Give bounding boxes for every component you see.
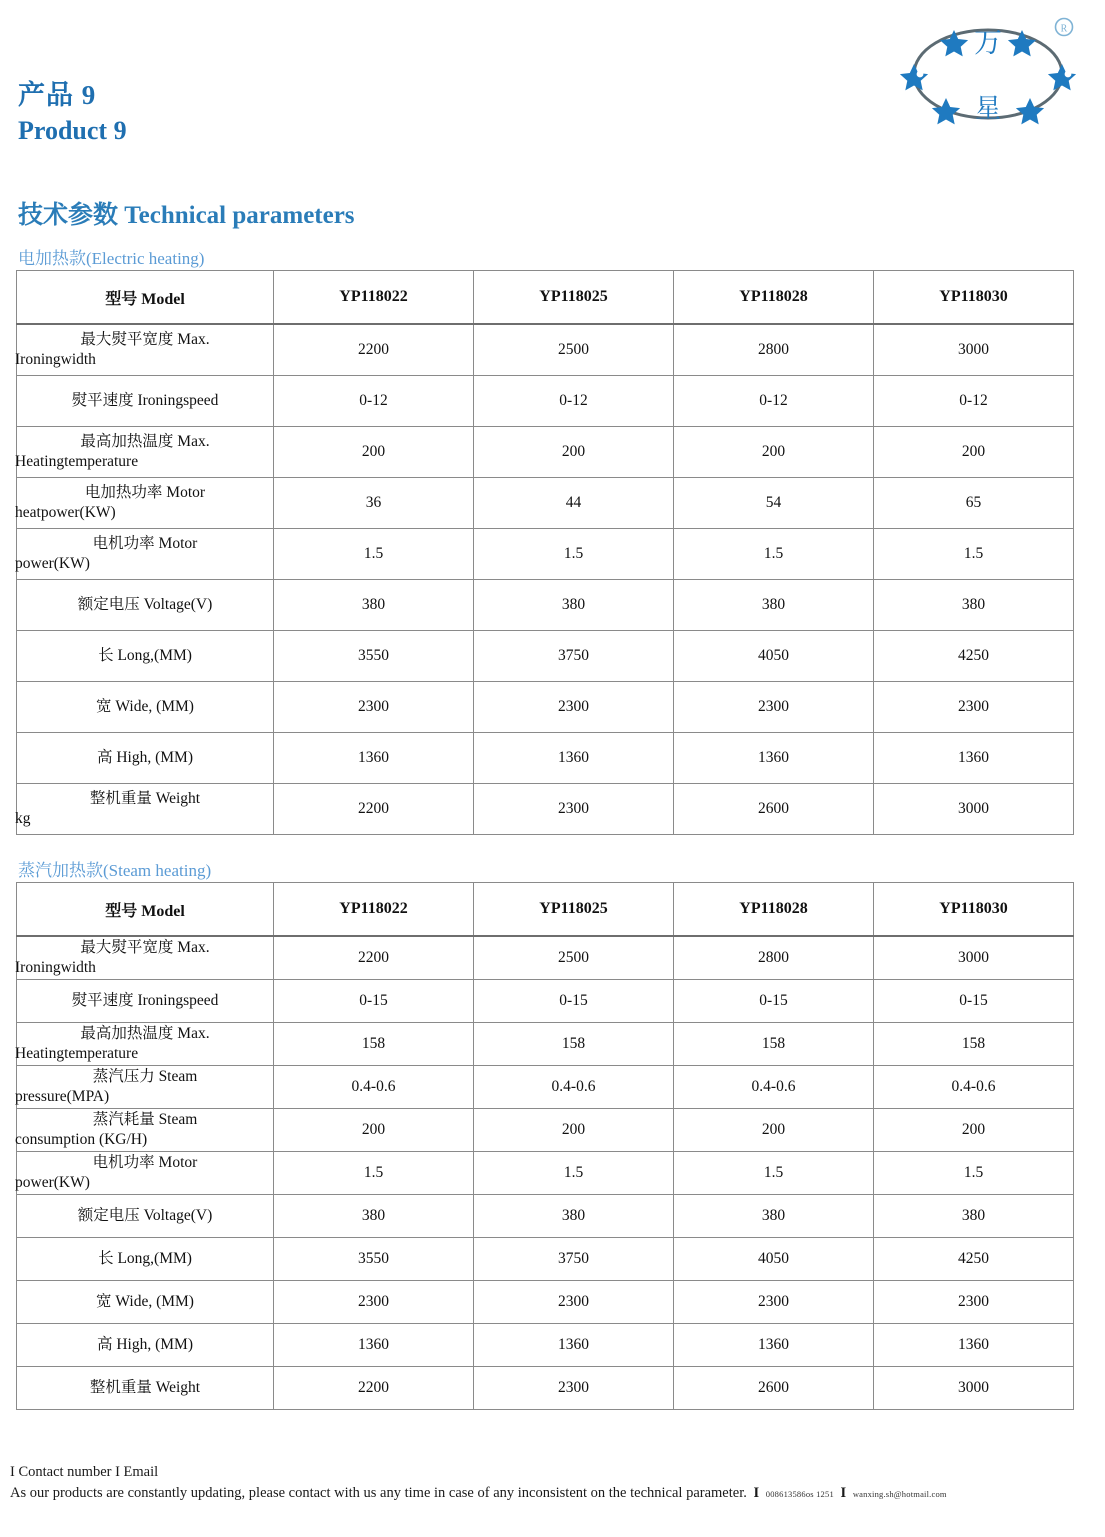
- cell-value: 0-15: [674, 980, 874, 1023]
- table-row: [17, 529, 1074, 580]
- row-label-line1: 最大熨平宽度 Max.: [80, 331, 210, 348]
- cell-value: 2300: [274, 1281, 474, 1324]
- cell-value: 54: [674, 478, 874, 529]
- row-label-line2: Ironingwidth: [15, 959, 96, 976]
- cell-value: 3000: [874, 936, 1074, 980]
- column-header-yp118022: YP118022: [274, 271, 474, 325]
- cell-value: 3750: [474, 1238, 674, 1281]
- cell-value: 158: [674, 1023, 874, 1066]
- table-row: [17, 376, 1074, 427]
- row-label-line1: 电机功率 Motor: [92, 535, 198, 552]
- electric-heating-section: [0, 248, 1105, 835]
- cell-value: 158: [874, 1023, 1074, 1066]
- cell-value: 1.5: [274, 1152, 474, 1195]
- table-header-row: [17, 883, 1074, 937]
- footer-separator-1: I: [753, 1485, 760, 1501]
- row-label: [17, 1238, 274, 1281]
- row-label-line2: consumption (KG/H): [15, 1131, 148, 1148]
- cell-value: 1.5: [474, 1152, 674, 1195]
- row-label: [17, 1324, 274, 1367]
- cell-value: 158: [274, 1023, 474, 1066]
- row-label: [17, 1152, 274, 1195]
- steam-heating-table: [16, 882, 1074, 1410]
- footer-email: wanxing.sh@hotmail.com: [852, 1489, 947, 1499]
- row-label-line1: 长 Long,(MM): [98, 1250, 192, 1267]
- row-label-line2: power(KW): [15, 555, 90, 572]
- row-label-line1: 额定电压 Voltage(V): [77, 596, 213, 613]
- cell-value: 380: [874, 580, 1074, 631]
- row-label-line2: Ironingwidth: [15, 351, 96, 368]
- column-header-yp118022: YP118022: [274, 883, 474, 937]
- table-row: [17, 1152, 1074, 1195]
- cell-value: 0-12: [874, 376, 1074, 427]
- cell-value: 2600: [674, 1367, 874, 1410]
- cell-value: 44: [474, 478, 674, 529]
- cell-value: 2300: [874, 1281, 1074, 1324]
- column-header-yp118030: YP118030: [874, 883, 1074, 937]
- cell-value: 3550: [274, 1238, 474, 1281]
- table-row: [17, 784, 1074, 835]
- cell-value: 158: [474, 1023, 674, 1066]
- cell-value: 4250: [874, 1238, 1074, 1281]
- cell-value: 65: [874, 478, 1074, 529]
- cell-value: 2300: [674, 682, 874, 733]
- cell-value: 1360: [474, 733, 674, 784]
- row-label: [17, 324, 274, 376]
- cell-value: 2500: [474, 936, 674, 980]
- cell-value: 200: [874, 427, 1074, 478]
- row-label-line2: power(KW): [15, 1174, 90, 1191]
- cell-value: 380: [474, 580, 674, 631]
- cell-value: 0-15: [274, 980, 474, 1023]
- cell-value: 2300: [474, 1281, 674, 1324]
- product-title-cn: 产品 9: [18, 80, 97, 110]
- page-footer: [10, 1462, 1090, 1505]
- table-row: [17, 427, 1074, 478]
- table-header-row: [17, 271, 1074, 325]
- cell-value: 0-12: [474, 376, 674, 427]
- electric-heating-table: [16, 270, 1074, 835]
- table-row: [17, 631, 1074, 682]
- cell-value: 1.5: [674, 1152, 874, 1195]
- page-title: [18, 78, 127, 147]
- row-label-line2: heatpower(KW): [15, 504, 116, 521]
- cell-value: 2200: [274, 1367, 474, 1410]
- cell-value: 200: [674, 427, 874, 478]
- cell-value: 200: [474, 1109, 674, 1152]
- cell-value: 0.4-0.6: [874, 1066, 1074, 1109]
- footer-contact-labels: I Contact number I Email: [10, 1464, 159, 1480]
- row-label: [17, 376, 274, 427]
- cell-value: 200: [274, 1109, 474, 1152]
- table-row: [17, 980, 1074, 1023]
- row-label: [17, 1109, 274, 1152]
- cell-value: 200: [874, 1109, 1074, 1152]
- cell-value: 2300: [674, 1281, 874, 1324]
- footer-notice-text: As our products are constantly updating, please contact with us any time in case of any inconsistent on the technical parameter.: [10, 1485, 747, 1501]
- section-heading-technical-parameters: 技术参数 Technical parameters: [18, 202, 355, 229]
- cell-value: 36: [274, 478, 474, 529]
- footer-contact-number: 008613586os 1251: [765, 1489, 834, 1499]
- row-label: [17, 1066, 274, 1109]
- cell-value: 1360: [674, 1324, 874, 1367]
- table-row: [17, 733, 1074, 784]
- table-row: [17, 936, 1074, 980]
- row-label: [17, 1367, 274, 1410]
- cell-value: 3000: [874, 784, 1074, 835]
- cell-value: 3000: [874, 1367, 1074, 1410]
- column-header-yp118028: YP118028: [674, 883, 874, 937]
- cell-value: 2300: [874, 682, 1074, 733]
- row-label-line2: kg: [15, 810, 31, 827]
- logo-char-bottom: 星: [974, 94, 1002, 123]
- cell-value: 1.5: [874, 1152, 1074, 1195]
- row-label: [17, 580, 274, 631]
- row-label: [17, 682, 274, 733]
- table-row: [17, 1281, 1074, 1324]
- table-row: [17, 1023, 1074, 1066]
- cell-value: 2300: [474, 682, 674, 733]
- cell-value: 1360: [674, 733, 874, 784]
- cell-value: 0-12: [674, 376, 874, 427]
- row-label-line1: 高 High, (MM): [96, 1336, 193, 1353]
- cell-value: 4050: [674, 631, 874, 682]
- table-row: [17, 1238, 1074, 1281]
- cell-value: 380: [874, 1195, 1074, 1238]
- row-label-line1: 宽 Wide, (MM): [96, 1293, 194, 1310]
- cell-value: 0-15: [474, 980, 674, 1023]
- cell-value: 3750: [474, 631, 674, 682]
- cell-value: 1.5: [474, 529, 674, 580]
- cell-value: 1.5: [274, 529, 474, 580]
- cell-value: 4050: [674, 1238, 874, 1281]
- cell-value: 1360: [874, 1324, 1074, 1367]
- cell-value: 380: [274, 580, 474, 631]
- company-logo: [898, 12, 1083, 137]
- table-row: [17, 1109, 1074, 1152]
- cell-value: 4250: [874, 631, 1074, 682]
- column-header-model: 型号 Model: [17, 271, 274, 325]
- row-label: [17, 936, 274, 980]
- row-label-line1: 电机功率 Motor: [92, 1154, 198, 1171]
- cell-value: 2300: [474, 1367, 674, 1410]
- cell-value: 0.4-0.6: [474, 1066, 674, 1109]
- table-row: [17, 682, 1074, 733]
- cell-value: 2800: [674, 936, 874, 980]
- footer-separator-2: I: [840, 1485, 847, 1501]
- table-row: [17, 324, 1074, 376]
- cell-value: 2200: [274, 936, 474, 980]
- cell-value: 0-15: [874, 980, 1074, 1023]
- registered-trademark-icon: R: [1060, 23, 1068, 35]
- cell-value: 380: [474, 1195, 674, 1238]
- row-label-line1: 熨平速度 Ironingspeed: [71, 992, 219, 1009]
- cell-value: 1360: [274, 1324, 474, 1367]
- column-header-yp118028: YP118028: [674, 271, 874, 325]
- cell-value: 200: [274, 427, 474, 478]
- cell-value: 2200: [274, 784, 474, 835]
- row-label-line1: 熨平速度 Ironingspeed: [71, 392, 219, 409]
- column-header-model: 型号 Model: [17, 883, 274, 937]
- cell-value: 380: [674, 1195, 874, 1238]
- cell-value: 2600: [674, 784, 874, 835]
- row-label: [17, 980, 274, 1023]
- row-label-line1: 额定电压 Voltage(V): [77, 1207, 213, 1224]
- cell-value: 200: [674, 1109, 874, 1152]
- row-label-line1: 整机重量 Weight: [89, 790, 201, 807]
- row-label-line1: 蒸汽耗量 Steam: [92, 1111, 198, 1128]
- column-header-yp118025: YP118025: [474, 883, 674, 937]
- row-label-line1: 最大熨平宽度 Max.: [80, 939, 210, 956]
- cell-value: 1.5: [874, 529, 1074, 580]
- steam-heating-section: [0, 860, 1105, 1410]
- row-label-line1: 高 High, (MM): [96, 749, 193, 766]
- cell-value: 2300: [274, 682, 474, 733]
- row-label: [17, 631, 274, 682]
- row-label-line2: Heatingtemperature: [15, 1045, 139, 1062]
- cell-value: 2200: [274, 324, 474, 376]
- row-label-line1: 整机重量 Weight: [89, 1379, 201, 1396]
- row-label: [17, 784, 274, 835]
- row-label: [17, 529, 274, 580]
- row-label: [17, 1023, 274, 1066]
- cell-value: 1360: [474, 1324, 674, 1367]
- logo-char-top: 万: [973, 28, 1003, 59]
- row-label-line2: pressure(MPA): [15, 1088, 110, 1105]
- cell-value: 2300: [474, 784, 674, 835]
- row-label-line1: 最高加热温度 Max.: [80, 1025, 210, 1042]
- table-row: [17, 1367, 1074, 1410]
- steam-heating-caption: 蒸汽加热款(Steam heating): [18, 861, 212, 880]
- cell-value: 200: [474, 427, 674, 478]
- cell-value: 1360: [874, 733, 1074, 784]
- cell-value: 3000: [874, 324, 1074, 376]
- row-label: [17, 1281, 274, 1324]
- footer-notice-line: [10, 1483, 1090, 1505]
- cell-value: 0-12: [274, 376, 474, 427]
- cell-value: 2800: [674, 324, 874, 376]
- row-label-line1: 宽 Wide, (MM): [96, 698, 194, 715]
- row-label-line2: Heatingtemperature: [15, 453, 139, 470]
- row-label: [17, 478, 274, 529]
- cell-value: 2500: [474, 324, 674, 376]
- cell-value: 0.4-0.6: [274, 1066, 474, 1109]
- product-title-en: Product 9: [18, 116, 127, 145]
- table-row: [17, 1195, 1074, 1238]
- cell-value: 1360: [274, 733, 474, 784]
- cell-value: 1.5: [674, 529, 874, 580]
- column-header-yp118025: YP118025: [474, 271, 674, 325]
- cell-value: 3550: [274, 631, 474, 682]
- column-header-yp118030: YP118030: [874, 271, 1074, 325]
- electric-heating-caption: 电加热款(Electric heating): [18, 249, 205, 268]
- row-label-line1: 电加热功率 Motor: [84, 484, 206, 501]
- table-row: [17, 1066, 1074, 1109]
- cell-value: 380: [274, 1195, 474, 1238]
- table-row: [17, 1324, 1074, 1367]
- row-label: [17, 733, 274, 784]
- row-label: [17, 427, 274, 478]
- table-row: [17, 580, 1074, 631]
- row-label-line1: 蒸汽压力 Steam: [92, 1068, 198, 1085]
- cell-value: 0.4-0.6: [674, 1066, 874, 1109]
- table-row: [17, 478, 1074, 529]
- cell-value: 380: [674, 580, 874, 631]
- row-label: [17, 1195, 274, 1238]
- row-label-line1: 最高加热温度 Max.: [80, 433, 210, 450]
- row-label-line1: 长 Long,(MM): [98, 647, 192, 664]
